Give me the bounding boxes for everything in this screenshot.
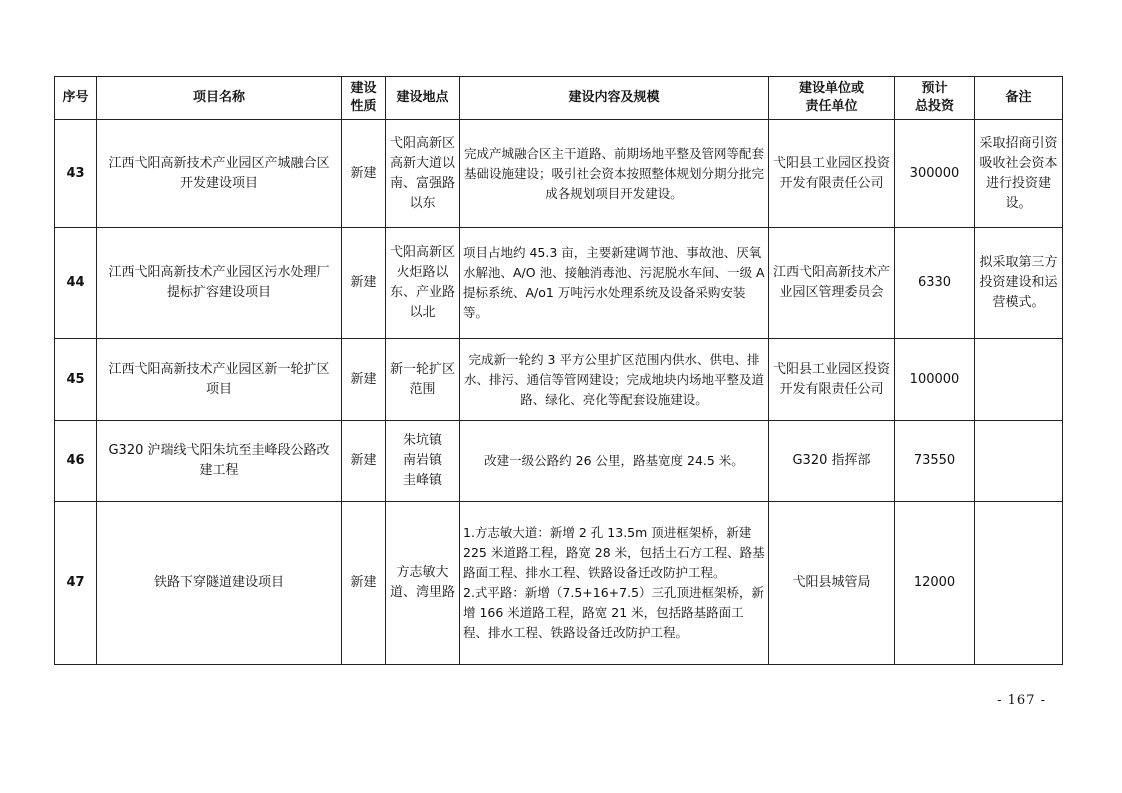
row-remark bbox=[975, 502, 1063, 665]
row-content: 完成新一轮约 3 平方公里扩区范围内供水、供电、排水、排污、通信等管网建设；完成地块内场地平整及道路、绿化、亮化等配套设施建设。 bbox=[460, 339, 769, 421]
row-investment: 73550 bbox=[895, 421, 975, 502]
row-remark: 拟采取第三方投资建设和运营模式。 bbox=[975, 228, 1063, 339]
row-content: 项目占地约 45.3 亩，主要新建调节池、事故池、厌氧水解池、A/O 池、接触消毒池、污泥脱水车间、一级 A 提标系统、A/o1 万吨污水处理系统及设备采购安装等。 bbox=[460, 228, 769, 339]
header-index: 序号 bbox=[55, 77, 97, 120]
row-name: 江西弋阳高新技术产业园区新一轮扩区项目 bbox=[97, 339, 342, 421]
header-content: 建设内容及规模 bbox=[460, 77, 769, 120]
row-name: 铁路下穿隧道建设项目 bbox=[97, 502, 342, 665]
row-unit: 弋阳县工业园区投资开发有限责任公司 bbox=[769, 339, 895, 421]
row-remark bbox=[975, 339, 1063, 421]
row-nature: 新建 bbox=[342, 120, 386, 228]
row-name: G320 沪瑞线弋阳朱坑至圭峰段公路改建工程 bbox=[97, 421, 342, 502]
row-nature: 新建 bbox=[342, 502, 386, 665]
row-investment: 300000 bbox=[895, 120, 975, 228]
row-name: 江西弋阳高新技术产业园区污水处理厂提标扩容建设项目 bbox=[97, 228, 342, 339]
header-unit: 建设单位或 责任单位 bbox=[769, 77, 895, 120]
row-index: 46 bbox=[55, 421, 97, 502]
row-index: 44 bbox=[55, 228, 97, 339]
page-number: - 167 - bbox=[997, 693, 1046, 708]
row-nature: 新建 bbox=[342, 228, 386, 339]
row-content: 完成产城融合区主干道路、前期场地平整及管网等配套基础设施建设；吸引社会资本按照整体规划分期分批完成各规划项目开发建设。 bbox=[460, 120, 769, 228]
row-investment: 100000 bbox=[895, 339, 975, 421]
row-location: 新一轮扩区范围 bbox=[386, 339, 460, 421]
row-unit: 江西弋阳高新技术产业园区管理委员会 bbox=[769, 228, 895, 339]
projects-table bbox=[54, 76, 1063, 665]
header-nature: 建设 性质 bbox=[342, 77, 386, 120]
row-remark bbox=[975, 421, 1063, 502]
row-content: 1.方志敏大道：新增 2 孔 13.5m 顶进框架桥，新建 225 米道路工程，路宽 28 米，包括土石方工程、路基路面工程、排水工程、铁路设备迁改防护工程。 2.式平路：新增（7.5+16+7.5）三孔顶进框架桥，新增 166 米道路工程，路宽 21 米，包括路基路面工程、排水工程、铁路设备迁改防护工程。 bbox=[460, 502, 769, 665]
row-index: 45 bbox=[55, 339, 97, 421]
row-unit: 弋阳县工业园区投资开发有限责任公司 bbox=[769, 120, 895, 228]
row-index: 47 bbox=[55, 502, 97, 665]
header-investment: 预计 总投资 bbox=[895, 77, 975, 120]
row-content: 改建一级公路约 26 公里，路基宽度 24.5 米。 bbox=[460, 421, 769, 502]
row-investment: 12000 bbox=[895, 502, 975, 665]
row-location: 方志敏大道、湾里路 bbox=[386, 502, 460, 665]
table-row bbox=[55, 339, 1063, 421]
row-unit: 弋阳县城管局 bbox=[769, 502, 895, 665]
row-nature: 新建 bbox=[342, 421, 386, 502]
table-row bbox=[55, 421, 1063, 502]
table-row bbox=[55, 120, 1063, 228]
row-name: 江西弋阳高新技术产业园区产城融合区开发建设项目 bbox=[97, 120, 342, 228]
table-row bbox=[55, 502, 1063, 665]
table-row bbox=[55, 228, 1063, 339]
header-remark: 备注 bbox=[975, 77, 1063, 120]
row-location: 弋阳高新区高新大道以南、富强路以东 bbox=[386, 120, 460, 228]
row-location: 朱坑镇 南岩镇 圭峰镇 bbox=[386, 421, 460, 502]
row-nature: 新建 bbox=[342, 339, 386, 421]
row-investment: 6330 bbox=[895, 228, 975, 339]
row-location: 弋阳高新区火炬路以东、产业路以北 bbox=[386, 228, 460, 339]
row-unit: G320 指挥部 bbox=[769, 421, 895, 502]
header-location: 建设地点 bbox=[386, 77, 460, 120]
header-row bbox=[55, 77, 1063, 120]
header-name: 项目名称 bbox=[97, 77, 342, 120]
row-remark: 采取招商引资吸收社会资本进行投资建设。 bbox=[975, 120, 1063, 228]
row-index: 43 bbox=[55, 120, 97, 228]
